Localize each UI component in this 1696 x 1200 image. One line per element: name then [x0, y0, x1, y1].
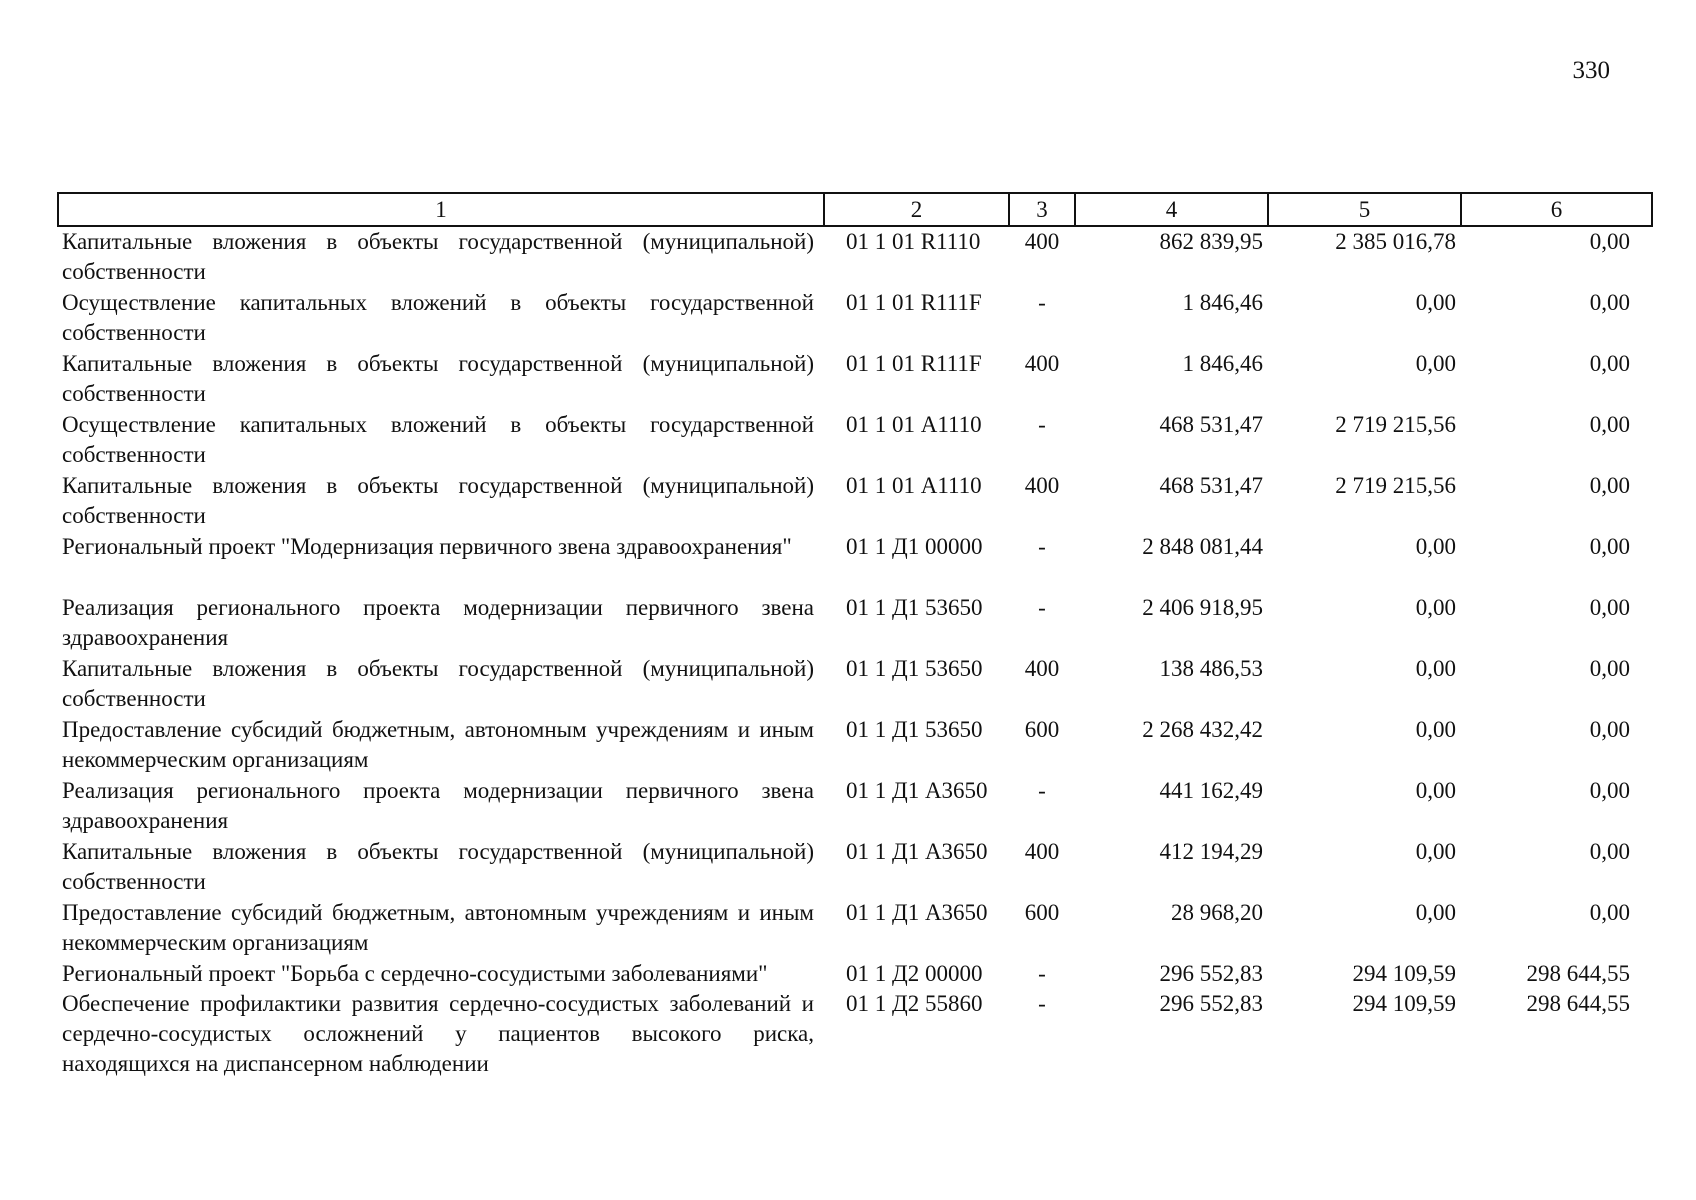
row-value-4: 28 968,20 [1171, 900, 1263, 925]
row-expense-type: 400 [1024, 839, 1060, 864]
row-value-4: 296 552,83 [1159, 991, 1263, 1016]
row-value-5: 0,00 [1415, 351, 1456, 376]
row-name: Капитальные вложения в объекты государственной (муниципальной) собственности [62, 839, 814, 894]
table-row [58, 989, 1652, 1080]
row-value-4: 1 846,46 [1182, 290, 1263, 315]
row-name: Капитальные вложения в объекты государственной (муниципальной) собственности [62, 656, 814, 711]
row-value-5: 2 719 215,56 [1335, 412, 1456, 437]
row-value-5: 0,00 [1415, 900, 1456, 925]
page-number: 330 [1572, 57, 1610, 84]
row-name: Капитальные вложения в объекты государственной (муниципальной) собственности [62, 229, 814, 284]
row-name: Осуществление капитальных вложений в объекты государственной собственности [62, 290, 814, 345]
row-value-6: 0,00 [1589, 900, 1630, 925]
table-header [58, 193, 1652, 226]
row-value-5: 294 109,59 [1352, 961, 1456, 986]
table-row [58, 776, 1652, 837]
column-header-4: 4 [1075, 193, 1268, 226]
table-row [58, 471, 1652, 532]
table-row [58, 410, 1652, 471]
column-header-6: 6 [1461, 193, 1652, 226]
table-row [58, 349, 1652, 410]
budget-table [57, 192, 1653, 1080]
row-value-5: 0,00 [1415, 839, 1456, 864]
row-value-6: 0,00 [1589, 717, 1630, 742]
row-expense-type: 400 [1024, 229, 1060, 254]
row-expense-type: - [1038, 290, 1046, 315]
row-expense-type: 600 [1024, 717, 1060, 742]
row-name: Капитальные вложения в объекты государственной (муниципальной) собственности [62, 473, 814, 528]
row-value-5: 0,00 [1415, 595, 1456, 620]
row-value-5: 0,00 [1415, 656, 1456, 681]
row-code: 01 1 Д1 53650 [846, 717, 983, 742]
row-code: 01 1 Д1 53650 [846, 595, 983, 620]
row-value-6: 0,00 [1589, 839, 1630, 864]
column-header-2: 2 [824, 193, 1009, 226]
row-code: 01 1 Д1 А3650 [846, 778, 988, 803]
row-value-4: 138 486,53 [1159, 656, 1263, 681]
table-row [58, 715, 1652, 776]
row-value-6: 0,00 [1589, 290, 1630, 315]
row-value-5: 0,00 [1415, 717, 1456, 742]
row-name: Предоставление субсидий бюджетным, автономным учреждениям и иным некоммерческим организациям [62, 717, 814, 772]
row-expense-type: - [1038, 778, 1046, 803]
column-header-1: 1 [58, 193, 824, 226]
row-code: 01 1 Д1 А3650 [846, 900, 988, 925]
row-value-5: 0,00 [1415, 290, 1456, 315]
row-value-5: 0,00 [1415, 534, 1456, 559]
row-value-4: 2 406 918,95 [1142, 595, 1263, 620]
table-body [58, 226, 1652, 1080]
row-expense-type: 400 [1024, 351, 1060, 376]
row-value-5: 294 109,59 [1352, 991, 1456, 1016]
row-value-6: 0,00 [1589, 229, 1630, 254]
row-expense-type: 400 [1024, 473, 1060, 498]
row-code: 01 1 Д1 53650 [846, 656, 983, 681]
row-code: 01 1 Д2 00000 [846, 961, 983, 986]
table-row [58, 959, 1652, 989]
row-value-4: 862 839,95 [1159, 229, 1263, 254]
row-value-6: 298 644,55 [1526, 991, 1630, 1016]
row-value-6: 0,00 [1589, 778, 1630, 803]
column-header-5: 5 [1268, 193, 1461, 226]
row-value-6: 0,00 [1589, 473, 1630, 498]
row-value-4: 1 846,46 [1182, 351, 1263, 376]
row-value-5: 0,00 [1415, 778, 1456, 803]
row-value-4: 468 531,47 [1159, 473, 1263, 498]
row-name: Капитальные вложения в объекты государственной (муниципальной) собственности [62, 351, 814, 406]
row-name: Предоставление субсидий бюджетным, автономным учреждениям и иным некоммерческим организациям [62, 900, 814, 955]
row-value-4: 296 552,83 [1159, 961, 1263, 986]
row-code: 01 1 01 А1110 [846, 412, 982, 437]
row-expense-type: 600 [1024, 900, 1060, 925]
row-name: Региональный проект "Борьба с сердечно-сосудистыми заболеваниями" [62, 961, 768, 986]
row-value-4: 468 531,47 [1159, 412, 1263, 437]
row-value-6: 0,00 [1589, 595, 1630, 620]
row-code: 01 1 01 R111F [846, 290, 982, 315]
table-row [58, 593, 1652, 654]
row-value-4: 2 268 432,42 [1142, 717, 1263, 742]
row-value-6: 0,00 [1589, 656, 1630, 681]
row-code: 01 1 01 R1110 [846, 229, 981, 254]
column-header-3: 3 [1009, 193, 1075, 226]
table-row [58, 226, 1652, 288]
row-code: 01 1 Д1 А3650 [846, 839, 988, 864]
row-value-6: 298 644,55 [1526, 961, 1630, 986]
row-value-6: 0,00 [1589, 534, 1630, 559]
table-row [58, 837, 1652, 898]
row-code: 01 1 Д2 55860 [846, 991, 983, 1016]
table-row [58, 898, 1652, 959]
table-row [58, 654, 1652, 715]
row-value-6: 0,00 [1589, 351, 1630, 376]
row-value-4: 441 162,49 [1159, 778, 1263, 803]
row-name: Реализация регионального проекта модернизации первичного звена здравоохранения [62, 595, 814, 650]
row-name: Реализация регионального проекта модернизации первичного звена здравоохранения [62, 778, 814, 833]
row-expense-type: - [1038, 595, 1046, 620]
row-expense-type: - [1038, 991, 1046, 1016]
row-value-4: 412 194,29 [1159, 839, 1263, 864]
table-row [58, 532, 1652, 593]
row-name: Осуществление капитальных вложений в объекты государственной собственности [62, 412, 814, 467]
row-expense-type: - [1038, 534, 1046, 559]
row-expense-type: - [1038, 961, 1046, 986]
table-row [58, 288, 1652, 349]
row-value-5: 2 719 215,56 [1335, 473, 1456, 498]
row-code: 01 1 01 R111F [846, 351, 982, 376]
row-expense-type: - [1038, 412, 1046, 437]
row-name: Региональный проект "Модернизация первичного звена здравоохранения" [62, 534, 792, 559]
row-value-4: 2 848 081,44 [1142, 534, 1263, 559]
row-expense-type: 400 [1024, 656, 1060, 681]
row-value-5: 2 385 016,78 [1335, 229, 1456, 254]
row-value-6: 0,00 [1589, 412, 1630, 437]
row-name: Обеспечение профилактики развития сердечно-сосудистых заболеваний и сердечно-сосудистых осложнений у пациентов высокого риска, находящихся на диспансерном наблюдении [62, 991, 814, 1076]
row-code: 01 1 01 А1110 [846, 473, 982, 498]
header-row [58, 193, 1652, 226]
row-code: 01 1 Д1 00000 [846, 534, 983, 559]
